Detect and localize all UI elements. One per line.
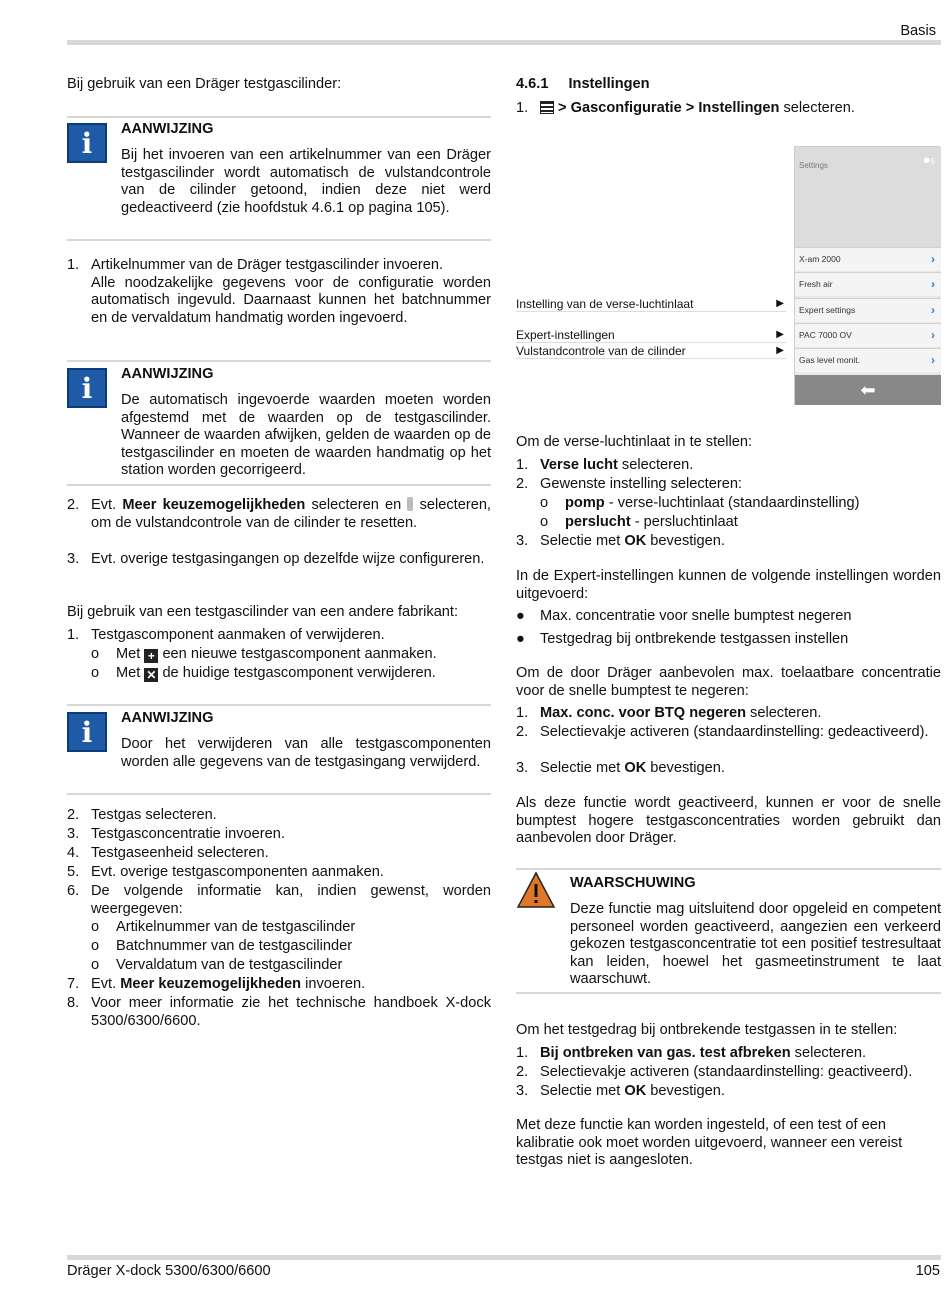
dot-bullet: ● (516, 631, 525, 647)
section-heading (516, 76, 941, 94)
sub-text-post: de huidige testgascomponent verwijderen. (158, 665, 436, 681)
note-divider (67, 239, 491, 241)
warning-icon (516, 870, 556, 910)
step-text-post: selecteren, om de vulstandcontrole van de cilinder te resetten. (91, 497, 491, 531)
step-number: 7. (67, 976, 80, 992)
circle-bullet: o (91, 957, 100, 973)
note-text: Bij het invoeren van een artikelnummer van een Dräger testgascilinder wordt automatisch de vulstandcontrole van de cilinder getoond, indien deze niet werd gedeactiveerd (zie hoofdstuk 4.6.1 op pagina 105). (121, 147, 491, 216)
other-step-2 (67, 807, 491, 825)
note-title: AANWIJZING (121, 710, 214, 726)
other-step-6 (67, 883, 491, 918)
sub-text-pre: Met (116, 646, 145, 662)
info-icon: i (67, 368, 107, 408)
circle-bullet: o (91, 938, 100, 954)
note-divider (67, 484, 491, 486)
step-text-pre: Selectie met (540, 1083, 625, 1099)
step-number: 1. (516, 705, 529, 721)
arrow-right-icon: ▶ (776, 298, 784, 309)
fresh-step-3 (516, 533, 941, 551)
step-text: Gewenste instelling selecteren: (540, 476, 742, 492)
fresh-step-2 (516, 476, 941, 494)
circle-bullet: o (91, 665, 100, 681)
other-step-7 (67, 976, 491, 994)
device-header (795, 147, 941, 247)
step-number: 3. (67, 826, 80, 842)
step-text: Testgascomponent aanmaken of verwijderen. (91, 627, 385, 643)
step-text: Testgas selecteren. (91, 807, 217, 823)
step-2 (67, 497, 491, 532)
device-row-expert[interactable] (795, 298, 941, 322)
step-number: 1. (516, 100, 529, 116)
fresh-step-1 (516, 457, 941, 475)
other-step-8 (67, 995, 491, 1030)
step-number: 1. (67, 627, 80, 643)
sub-item (67, 919, 491, 937)
chevron-right-icon: › (931, 353, 935, 367)
sub-item (67, 646, 491, 664)
settings-step-1 (516, 100, 941, 118)
note-divider (67, 793, 491, 795)
other-intro: Bij gebruik van een testgascilinder van een andere fabrikant: (67, 604, 459, 620)
warning-title: WAARSCHUWING (570, 875, 696, 891)
other-step-3 (67, 826, 491, 844)
fresh-intro: Om de verse-luchtinlaat in te stellen: (516, 434, 753, 450)
note-divider (67, 360, 491, 362)
step-number: 8. (67, 995, 80, 1011)
sub-item (516, 495, 941, 513)
other-step-1 (67, 627, 491, 645)
step-1 (67, 257, 491, 327)
sub-text: Artikelnummer van de testgascilinder (116, 919, 356, 935)
step-number: 1. (516, 1045, 529, 1061)
expert-intro: In de Expert-instellingen kunnen de volgende instellingen worden uitgevoerd: (516, 568, 941, 602)
row-label: Expert settings (799, 305, 856, 315)
step-number: 1. (67, 257, 80, 273)
back-button[interactable] (795, 375, 941, 405)
circle-bullet: o (91, 646, 100, 662)
missing-intro: Om het testgedrag bij ontbrekende testgassen in te stellen: (516, 1022, 898, 1038)
bullet-text: Max. concentratie voor snelle bumptest negeren (540, 608, 852, 624)
step-text-pre: Evt. (91, 497, 123, 513)
step-text: De volgende informatie kan, indien gewenst, worden weergegeven: (91, 883, 491, 917)
other-step-4 (67, 845, 491, 863)
step-text-bold: Bij ontbreken van gas. test afbreken (540, 1045, 791, 1061)
note-divider (67, 116, 491, 118)
step-number: 2. (516, 1064, 529, 1080)
sub-text-pre: Met (116, 665, 145, 681)
note-divider (67, 704, 491, 706)
device-row-pac[interactable] (795, 323, 941, 347)
step-detail: Alle noodzakelijke gegevens voor de configuratie worden automatisch ingevuld. Daarnaast kunnen het batchnummer en de vervaldatum handmatig worden ingevoerd. (91, 274, 491, 326)
step-text-bold: Max. conc. voor BTQ negeren (540, 705, 746, 721)
chevron-right-icon: › (931, 252, 935, 266)
sub-text-post: een nieuwe testgascomponent aanmaken. (158, 646, 437, 662)
plus-icon: + (144, 649, 158, 663)
step-number: 2. (67, 497, 80, 513)
step-text-post: bevestigen. (646, 533, 725, 549)
row-label: Gas level monit. (799, 355, 860, 365)
step-text-post: selecteren. (617, 457, 694, 473)
circle-bullet: o (91, 919, 100, 935)
step-text-bold: OK (624, 1083, 647, 1099)
header-rule (67, 40, 941, 45)
step-text-post: bevestigen. (646, 760, 725, 776)
user-icon: ●5 (922, 152, 935, 167)
other-step-5 (67, 864, 491, 882)
bullet-text: Testgedrag bij ontbrekende testgassen instellen (540, 631, 849, 647)
heading-number: 4.6.1 (516, 76, 549, 92)
chevron-right-icon: › (931, 328, 935, 342)
sub-text-bold: pomp (565, 495, 605, 511)
arrow-left-icon: ⬅ (860, 380, 876, 400)
missing-step-1 (516, 1045, 941, 1063)
step-number: 3. (516, 1083, 529, 1099)
note-title: AANWIJZING (121, 121, 214, 137)
footer-rule (67, 1255, 941, 1260)
sub-item (67, 957, 491, 975)
step-text-bold: Verse lucht (540, 457, 618, 473)
note-text: Door het verwijderen van alle testgascomponenten worden alle gegevens van de testgasingang verwijderd. (121, 736, 491, 770)
bullet-item (516, 608, 941, 626)
bullet-item (516, 631, 941, 649)
note-title: AANWIJZING (121, 366, 214, 382)
step-number: 2. (516, 724, 529, 740)
step-number: 2. (516, 476, 529, 492)
step-text-bold: OK (624, 760, 647, 776)
step-text: Selectievakje activeren (standaardinstelling: gedeactiveerd). (540, 724, 929, 740)
chevron-right-icon: › (931, 277, 935, 291)
chevron-right-icon: › (931, 303, 935, 317)
step-number: 3. (516, 760, 529, 776)
step-text-pre: Evt. (91, 976, 121, 992)
max-step-3 (516, 760, 941, 778)
page-number: 105 (915, 1263, 940, 1279)
mapping-expert (516, 328, 786, 343)
step-text-post: selecteren. (745, 705, 822, 721)
delete-icon: ✕ (146, 668, 157, 682)
device-row-xam[interactable] (795, 247, 941, 271)
sub-item (67, 665, 491, 683)
warning-divider (516, 868, 941, 870)
warning-text: Deze functie mag uitsluitend door opgeleid en competent personeel worden geactiveerd, aangezien een verkeerd gekozen testgasconcentratie tot een positief testresultaat kan leiden, hoewel het gasmeetinstrument te laat waarschuwt. (570, 901, 941, 987)
info-icon: i (67, 712, 107, 752)
step-text-bold: Meer keuzemogelijkheden (122, 497, 306, 513)
mapping-label: Expert-instellingen (516, 328, 615, 342)
step-number: 1. (516, 457, 529, 473)
step-text: Evt. overige testgascomponenten aanmaken. (91, 864, 384, 880)
step-number: 5. (67, 864, 80, 880)
sub-item (516, 514, 941, 532)
step-number: 6. (67, 883, 80, 899)
step-text: Testgasconcentratie invoeren. (91, 826, 285, 842)
max-step-1 (516, 705, 941, 723)
info-icon: i (67, 123, 107, 163)
activation-text: Als deze functie wordt geactiveerd, kunnen er voor de snelle bumptest hogere testgasconcentraties worden gebruikt dan aanbevolen door Dräger. (516, 795, 941, 846)
note-text: De automatisch ingevoerde waarden moeten worden afgestemd met de waarden op de testgascilinder. Wanneer de waarden afwijken, gelden de waarden op de testgascilinder en moeten de waarden handmatig op het station worden gecorrigeerd. (121, 392, 491, 478)
step-number: 3. (516, 533, 529, 549)
closing-text: Met deze functie kan worden ingesteld, of een test of een kalibratie ook moet worden uitgevoerd, wanneer een vereist testgas niet is aangesloten. (516, 1117, 903, 1168)
device-row-gas-level[interactable] (795, 348, 941, 372)
step-text-pre: Selectie met (540, 533, 625, 549)
mapping-label: Vulstandcontrole van de cilinder (516, 344, 686, 358)
section-header: Basis (900, 23, 936, 39)
mapping-label: Instelling van de verse-luchtinlaat (516, 297, 694, 311)
circle-bullet: o (540, 495, 549, 511)
step-text-post: invoeren. (301, 976, 366, 992)
sub-text: Vervaldatum van de testgascilinder (116, 957, 343, 973)
step-text-mid: selecteren en (305, 497, 408, 513)
mapping-gas-level (516, 344, 786, 359)
step-text-post: bevestigen. (646, 1083, 725, 1099)
step-text-pre: Selectie met (540, 760, 625, 776)
circle-bullet: o (540, 514, 549, 530)
sub-text-post: - persluchtinlaat (630, 514, 738, 530)
max-intro: Om de door Dräger aanbevolen max. toelaatbare concentratie voor de snelle bumptest te negeren: (516, 665, 941, 699)
user-badge: 5 (930, 157, 935, 166)
footer-product: Dräger X-dock 5300/6300/6600 (67, 1263, 271, 1279)
step-text-post: selecteren. (779, 100, 855, 116)
step-number: 2. (67, 807, 80, 823)
heading-title: Instellingen (568, 76, 650, 92)
step-text-bold: > Gasconfiguratie > Instellingen (554, 100, 780, 116)
step-text: Voor meer informatie zie het technische handboek X-dock 5300/6300/6600. (91, 995, 491, 1029)
max-step-2 (516, 724, 941, 742)
row-label: PAC 7000 OV (799, 330, 852, 340)
warning-divider (516, 992, 941, 994)
sub-text-bold: perslucht (565, 514, 631, 530)
row-label: X-am 2000 (799, 254, 841, 264)
mapping-fresh-air (516, 297, 786, 312)
step-text-post: selecteren. (790, 1045, 867, 1061)
missing-step-3 (516, 1083, 941, 1101)
step-3 (67, 551, 491, 569)
row-label: Fresh air (799, 279, 833, 289)
step-text: Testgaseenheid selecteren. (91, 845, 269, 861)
arrow-right-icon: ▶ (776, 345, 784, 356)
step-text-bold: OK (624, 533, 647, 549)
missing-step-2 (516, 1064, 941, 1082)
intro-text: Bij gebruik van een Dräger testgascilinder: (67, 76, 342, 92)
sub-text: Batchnummer van de testgascilinder (116, 938, 353, 954)
dot-bullet: ● (516, 608, 525, 624)
step-text-bold: Meer keuzemogelijkheden (120, 976, 302, 992)
sub-item (67, 938, 491, 956)
device-row-fresh-air[interactable] (795, 272, 941, 296)
step-text: Evt. overige testgasingangen op dezelfde wijze configureren. (91, 551, 485, 567)
step-text: Selectievakje activeren (standaardinstelling: geactiveerd). (540, 1064, 913, 1080)
step-number: 3. (67, 551, 80, 567)
step-number: 4. (67, 845, 80, 861)
menu-icon (540, 101, 554, 114)
device-screen (794, 146, 940, 405)
device-title: Settings (799, 161, 828, 170)
step-text: Artikelnummer van de Dräger testgascilinder invoeren. (91, 257, 444, 273)
sub-text-post: - verse-luchtinlaat (standaardinstelling) (604, 495, 860, 511)
arrow-right-icon: ▶ (776, 329, 784, 340)
